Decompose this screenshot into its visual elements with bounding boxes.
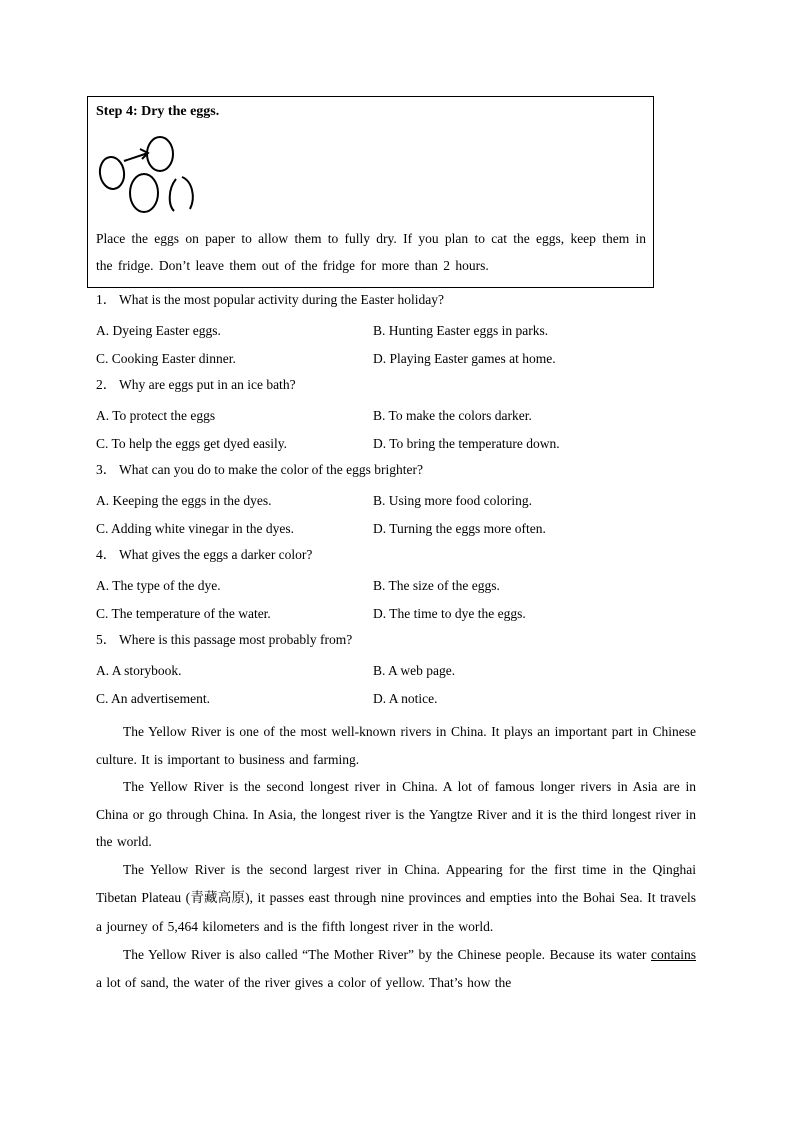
- yellow-river-passage: [96, 718, 696, 996]
- option-c: C. The temperature of the water.: [96, 606, 271, 621]
- option-b: B. To make the colors darker.: [373, 408, 532, 423]
- option-d: D. A notice.: [373, 691, 438, 706]
- paragraph-4-end: a lot of sand, the water of the river gives a color of yellow. That’s how the: [96, 974, 512, 990]
- option-a: A. A storybook.: [96, 663, 182, 678]
- option-a: A. Dyeing Easter eggs.: [96, 323, 221, 338]
- option-b: B. Hunting Easter eggs in parks.: [373, 323, 549, 338]
- option-c: C. An advertisement.: [96, 691, 210, 706]
- options-row: [96, 685, 696, 713]
- option-b: B. A web page.: [373, 663, 456, 678]
- option-c: C. Cooking Easter dinner.: [96, 351, 236, 366]
- options-row: [96, 317, 696, 345]
- questions-section: [96, 288, 696, 713]
- question-number: 4．: [96, 547, 117, 562]
- passage-paragraph-2: The Yellow River is the second longest river in China. A lot of famous longer rivers in Asia are in China or go through China. In Asia, the longest river is the Yangtze River and it is the third longest river in the world.: [96, 779, 696, 849]
- question-text: Why are eggs put in an ice bath?: [119, 377, 296, 392]
- question-4: [96, 543, 696, 628]
- step-4-box: [87, 96, 654, 288]
- eggs-drawing-icon: [96, 135, 206, 217]
- options-row: [96, 572, 696, 600]
- option-d: D. Playing Easter games at home.: [373, 351, 556, 366]
- question-stem: [96, 543, 696, 572]
- question-number: 5．: [96, 632, 117, 647]
- options-row: [96, 345, 696, 373]
- option-a: A. To protect the eggs: [96, 408, 216, 423]
- option-d: D. Turning the eggs more often.: [373, 521, 546, 536]
- options-row: [96, 657, 696, 685]
- question-number: 2．: [96, 377, 117, 392]
- question-text: What can you do to make the color of the eggs brighter?: [119, 462, 424, 477]
- option-d: D. To bring the temperature down.: [373, 436, 560, 451]
- option-d: D. The time to dye the eggs.: [373, 606, 526, 621]
- question-text: What is the most popular activity during the Easter holiday?: [119, 292, 445, 307]
- options-row: [96, 430, 696, 458]
- question-2: [96, 373, 696, 458]
- question-text: What gives the eggs a darker color?: [119, 547, 313, 562]
- option-a: A. The type of the dye.: [96, 578, 221, 593]
- option-c: C. To help the eggs get dyed easily.: [96, 436, 288, 451]
- question-1: [96, 288, 696, 373]
- question-stem: [96, 288, 696, 317]
- option-c: C. Adding white vinegar in the dyes.: [96, 521, 294, 536]
- paragraph-4-start: The Yellow River is also called “The Mother River” by the Chinese people. Because its water: [123, 947, 647, 962]
- question-number: 1．: [96, 292, 117, 307]
- question-3: [96, 458, 696, 543]
- step-title: Step 4: Dry the eggs.: [96, 104, 220, 119]
- question-stem: [96, 373, 696, 402]
- question-stem: [96, 628, 696, 657]
- options-row: [96, 402, 696, 430]
- question-text: Where is this passage most probably from?: [119, 632, 353, 647]
- question-stem: [96, 458, 696, 487]
- underlined-word: contains: [651, 947, 696, 962]
- options-row: [96, 515, 696, 543]
- passage-paragraph-1: The Yellow River is one of the most well-known rivers in China. It plays an important part in Chinese culture. It is important to business and farming.: [96, 724, 696, 767]
- options-row: [96, 487, 696, 515]
- option-b: B. The size of the eggs.: [373, 578, 500, 593]
- option-a: A. Keeping the eggs in the dyes.: [96, 493, 272, 508]
- options-row: [96, 600, 696, 628]
- passage-paragraph-3: The Yellow River is the second largest river in China. Appearing for the first time in the Qinghai Tibetan Plateau (青藏高原), it passes east through nine provinces and empties into the Bohai Sea. It travels a journey of 5,464 kilometers and is the fifth longest river in the world.: [96, 861, 696, 934]
- question-number: 3．: [96, 462, 117, 477]
- passage-paragraph-4: [96, 941, 696, 996]
- question-5: [96, 628, 696, 713]
- step-text: Place the eggs on paper to allow them to fully dry. If you plan to cat the eggs, keep them in the fridge. Don’t leave them out of the fridge for more than 2 hours.: [96, 231, 646, 273]
- option-b: B. Using more food coloring.: [373, 493, 532, 508]
